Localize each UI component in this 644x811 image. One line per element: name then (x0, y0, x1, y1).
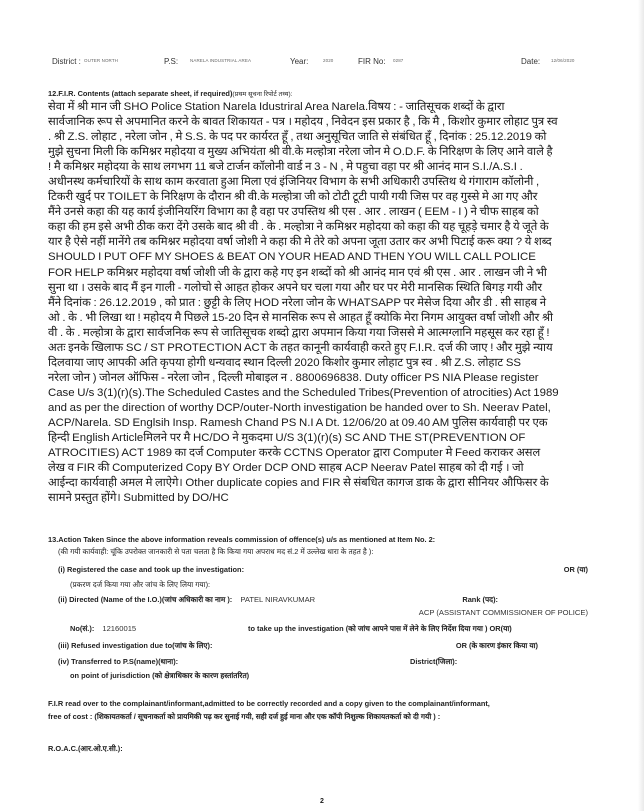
page-number: 2 (320, 798, 324, 805)
fir-text-line: ओ . के . भी लिखा था ! महोदय मै पिछले 15-20 दिन से मानसिक रूप से आहत हूँ क्योकि मेरा निगम आयुक्त वर्षा जोशी और श्री (48, 311, 553, 324)
no-text: to take up the investigation (को जांच आपने पास में लेने के लिए निर्देश दिया गया ) OR(या) (248, 624, 512, 633)
fir-text-line: ! मै कमिश्नर महोदया के साथ लगभग 11 बजे टार्जन कॉलोनी वार्ड न 3 - N , मे पहुचा वहा पर श्री आनंद मान S.I./A.S.I . (48, 161, 523, 174)
fir-text-line: मैंने उनसे कहा की यह कार्य इंजीनियरिंग विभाग का है वहा पर उपस्तिथ श्री एस . आर . लाखन ( EEM - I ) ने चीफ साहब को (48, 206, 539, 219)
item-i-or: OR (या) (563, 565, 588, 574)
read-over-line-2: free of cost : (शिकायतकर्ता / सूचनाकर्ता को प्रायमिकी पढ़ कर सुनाई गयी, सही दर्ज हुई माना और एक कॉपी निशुल्क शिकायतकर्ता को दी गयी ) : (48, 712, 441, 721)
fir-text-line: कहा की हम इसे अभी ठीक करा देंगे उसके बाद श्री वी . के . मल्होत्रा ने कमिश्नर महोदया को कहा की यह चूहड़े चमार है ये जूते के (48, 221, 549, 234)
item-i-label: (i) Registered the case and took up the investigation: (58, 565, 245, 574)
fir-text-line: दिलवाया जाए आपकी अति कृपया होगी धन्यवाद स्थान दिल्ली 2020 किशोर कुमार लोहाट पुत्र स्व . श्री Z.S. लोहाट SS (48, 356, 522, 369)
fir-text-line: वी . के . मल्होत्रा के द्वारा सार्वजनिक रूप से जातिसूचक शब्दो द्वारा अपमान किया गया जिससे मे आत्मग्लानि महसूस कर रहा हूँ ! (48, 326, 550, 339)
item-iv-label: (iv) Transferred to P.S(name)(थाना): (58, 657, 179, 666)
fir-text-line: SHOULD I PUT OFF MY SHOES & BEAT ON YOUR HEAD AND THEN YOU WILL CALL POLICE (48, 251, 536, 264)
item-ii-row (48, 595, 608, 608)
rank-label: Rank (पद): (462, 595, 498, 604)
item-iii-label: (iii) Refused investigation due to(जांच के लिए): (58, 641, 213, 650)
read-over-line-1: F.I.R read over to the complainant/informant,admitted to be correctly recorded and a copy given to the complainant/informant, (48, 699, 490, 708)
item-iv-row (48, 657, 608, 671)
ps-label: P.S: (164, 57, 179, 66)
fir-no-value: 0287 (393, 58, 404, 63)
fir-text-line: यार है ऐसे नहीं मानेंगे तब कमिश्नर महोदया वर्षा जोशी ने कहा की मे तेरे को अपना जूता उतार कर अभी पिटाई करू क्या ? ये शब्द (48, 236, 552, 249)
item-i-row (48, 565, 608, 580)
district-value: OUTER NORTH (84, 58, 119, 63)
date-value: 12/06/2020 (551, 58, 575, 63)
fir-text-line: FOR HELP कमिश्नर महोदया वर्षा जोशी जी के द्वारा कहे गए इन शब्दों को श्री आनंद मान एवं श्री एस . आर . लाखन जी ने भी (48, 266, 547, 279)
action-taken-section (48, 535, 608, 758)
fir-text-line: सेवा में श्री मान जी SHO Police Station Narela Idustriral Area Narela.विषय : - जातिसूचक शब्दों के द्वारा (48, 101, 505, 113)
item-iii-or: OR (के कारण इंकार किया या) (455, 641, 538, 650)
item-iv-sub: on point of jurisdiction (को क्षेत्राधिकार के कारण हस्तांतरित) (70, 671, 250, 680)
district-label: District(जिला): (410, 657, 458, 666)
fir-text-line: अधीनस्थ कर्मचारियों के साथ काम करवाता हुआ मिला एवं इंजिनियर विभाग के सभी अधिकारी उपस्तिथ थे गंगाराम कॉलोनी , (48, 176, 540, 189)
fir-header (0, 56, 644, 70)
fir-text-line: and as per the direction of worthy DCP/outer-North investigation be handed over to Sh. Neerav Patel, (48, 401, 551, 414)
year-value: 2020 (323, 58, 334, 63)
no-row (48, 624, 608, 641)
ps-value: NARELA INDUSTRIAL AREA (190, 58, 252, 63)
fir-text-line: मैंने दिनांक : 26.12.2019 , को प्रात : छुट्टी के लिए HOD नरेला जोन के WHATSAPP पर मेसेज दिया और डी . सी साहब ने (48, 296, 547, 309)
fir-text-line: सुना था । उसके बाद मैं इन गाली - गलोचो से आहत होकर अपने घर चला गया और घर पर मेरी मानसिक स्थिति बिगड़ गयी और (48, 281, 543, 294)
rank-row (48, 608, 608, 624)
action-taken-title: 13.Action Taken Since the above information reveals commission of offence(s) u/s as mentioned at Item No. 2: (48, 535, 436, 544)
io-name-value: PATEL NIRAVKUMAR (240, 595, 316, 604)
date-label: Date: (521, 57, 541, 66)
year-label: Year: (290, 57, 309, 66)
fir-text-line: हिन्दी English Articleमिलने पर मै HC/DO ने मुकदमा U/S 3(1)(r)(s) SC AND THE ST(PREVENTION OF (48, 432, 526, 445)
fir-text-line: लेख व FIR की Computerized Copy BY Order DCP OND साहब ACP Neerav Patel साहब को दी गई । जो (48, 462, 524, 475)
fir-no-label: FIR No: (358, 57, 386, 66)
fir-text-line: Case U/s 3(1)(r)(s).The Scheduled Castes and the Scheduled Tribes(Prevention of atrocities) Act 1989 (48, 386, 559, 399)
district-label: District : (52, 57, 81, 66)
item-ii-label: (ii) Directed (Name of the I.O.)(जांच अधिकारी का नाम ): (58, 595, 233, 604)
roac-label: R.O.A.C.(आर.ओ.ए.सी.): (48, 744, 123, 753)
rank-value: ACP (ASSISTANT COMMISSIONER OF POLICE) (418, 608, 588, 617)
fir-text-line: ATROCITIES) ACT 1989 का दर्ज Computer करके CCTNS Operator द्वारा Computer मे Feed कराकर असल (48, 447, 541, 460)
fir-text-line: नरेला जोन ) जोनल ऑफिस - नरेला जोन , दिल्ली मोबाइल न . 8800696838. Duty officer PS NIA Please register (48, 371, 539, 384)
fir-text-line: . श्री Z.S. लोहाट , नरेला जोन , मे S.S. के पद पर कार्यरत हूँ , तथा अनुसूचित जाति से संबंधित हूँ , दिनांक : 25.12.2019 को (48, 131, 547, 144)
page-edge-shadow (638, 0, 644, 811)
fir-contents-text (48, 100, 608, 506)
fir-contents-title: 12.F.I.R. Contents (attach separate sheet, if required)(प्रथम सूचना रिपोर्ट तथ्य): (48, 89, 293, 98)
fir-text-line: अतः इनके खिलाफ SC / ST PROTECTION ACT के तहत कानूनी कार्यवाही करते हुए F.I.R. दर्ज की जाए ! और मुझे न्याय (48, 341, 553, 354)
fir-text-line: आईन्दा कार्यवाही अमल मे लाऐगे। Other duplicate copies and FIR से संबधित कागज डाक के द्वारा सीनियर औफिसर के (48, 477, 549, 490)
fir-contents-section (48, 89, 608, 506)
fir-text-line: टिकरी खुर्द पर TOILET के निरिक्षण के दौरान श्री वी.के मल्होत्रा जी को टोटी टूटी पायी गयी जिस पर वह गुस्से मे आ गए और (48, 191, 538, 204)
no-label: No(सं.): (70, 624, 95, 633)
item-iii-row (48, 641, 608, 657)
item-i-hindi: (प्रकरण दर्ज किया गया और जांच के लिए लिया गया): (70, 580, 211, 589)
fir-text-line: ACP/Narela. SD Englsih Insp. Ramesh Chand PS N.I A Dt. 12/06/20 at 09.40 AM पुलिस कार्यवाही पर एक (48, 416, 548, 429)
no-value: 12160015 (102, 624, 137, 633)
action-taken-title-hindi: (की गयी कार्यवाही: चूंकि उपरोक्त जानकारी से पता चलता है कि किया गया अपराध मद सं.2 में उल्लेख धारा के तहत है ): (58, 547, 374, 556)
fir-text-line: सामने प्रस्तुत होंगे। Submitted by DO/HC (48, 492, 229, 505)
fir-text-line: मुझे सुचना मिली कि कमिश्नर महोदया व मुख्य अभियंता श्री वी.के मल्होत्रा नरेला जोन मे O.D.F. के निरिक्षण के लिए आने वाले है (48, 146, 553, 159)
fir-text-line: सार्वजानिक रूप से अपमानित करने के बावत शिकायत - पत्र । महोदय , निवेदन इस प्रकार है , कि मै , किशोर कुमार लोहाट पुत्र स्व (48, 116, 558, 129)
